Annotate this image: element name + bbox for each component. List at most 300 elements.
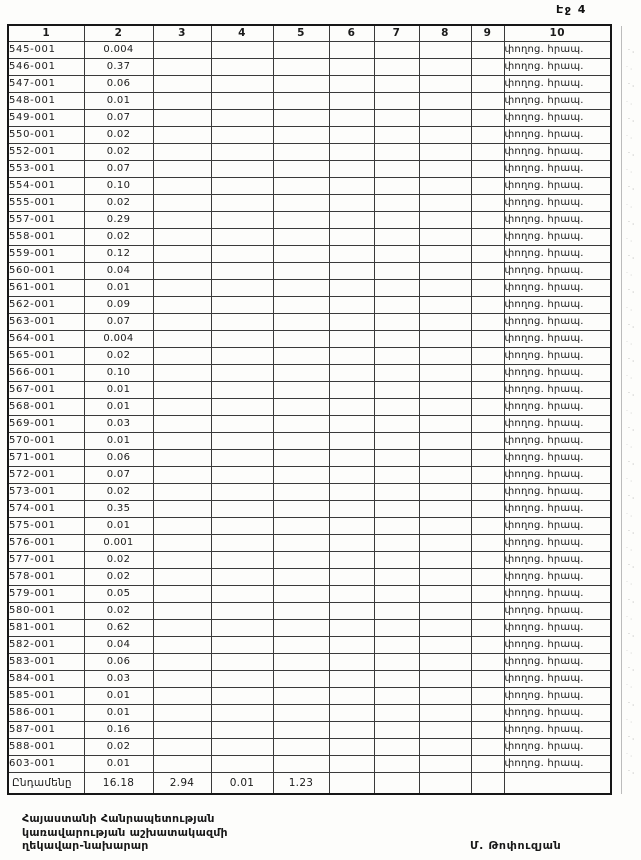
row-value-cell: 0.04 xyxy=(84,637,153,654)
empty-cell xyxy=(273,127,329,144)
margin-mark: ·ˌ xyxy=(625,269,634,278)
table-row xyxy=(8,297,611,314)
summary-label-cell: Ընդամենը xyxy=(8,773,84,795)
margin-mark: ·ˌ xyxy=(627,664,636,673)
empty-cell xyxy=(471,535,504,552)
margin-mark: ·ˌ xyxy=(627,80,636,89)
empty-cell xyxy=(273,603,329,620)
row-note-cell: փողոց. հրապ. xyxy=(504,263,611,280)
row-id-cell: 572-001 xyxy=(8,467,84,484)
empty-cell xyxy=(471,212,504,229)
row-note-cell: փողոց. հրապ. xyxy=(504,76,611,93)
empty-cell xyxy=(273,42,329,59)
empty-cell xyxy=(273,671,329,688)
margin-mark: ·ˌ xyxy=(625,372,634,381)
row-note-cell: փողոց. հրապ. xyxy=(504,586,611,603)
table-row xyxy=(8,535,611,552)
table-row xyxy=(8,331,611,348)
data-table xyxy=(7,24,612,795)
row-value-cell: 0.03 xyxy=(84,671,153,688)
margin-mark: ·ˌ xyxy=(627,629,636,638)
empty-cell xyxy=(471,399,504,416)
row-value-cell: 0.03 xyxy=(84,416,153,433)
empty-cell xyxy=(471,161,504,178)
empty-cell xyxy=(329,722,374,739)
empty-cell xyxy=(374,399,419,416)
empty-cell xyxy=(471,756,504,773)
row-value-cell: 0.02 xyxy=(84,127,153,144)
row-value-cell: 0.01 xyxy=(84,518,153,535)
empty-cell xyxy=(211,110,273,127)
empty-cell xyxy=(211,654,273,671)
empty-cell xyxy=(211,399,273,416)
empty-cell xyxy=(329,76,374,93)
empty-cell xyxy=(211,501,273,518)
empty-cell xyxy=(153,365,211,382)
row-note-cell: փողոց. հրապ. xyxy=(504,569,611,586)
empty-cell xyxy=(419,365,471,382)
row-id-cell: 577-001 xyxy=(8,552,84,569)
empty-cell xyxy=(374,450,419,467)
row-id-cell: 588-001 xyxy=(8,739,84,756)
column-header: 6 xyxy=(329,25,374,42)
empty-cell xyxy=(329,467,374,484)
empty-cell xyxy=(273,76,329,93)
empty-cell xyxy=(211,756,273,773)
row-id-cell: 578-001 xyxy=(8,569,84,586)
row-value-cell: 0.004 xyxy=(84,331,153,348)
row-value-cell: 0.02 xyxy=(84,144,153,161)
row-note-cell: փողոց. հրապ. xyxy=(504,297,611,314)
empty-cell xyxy=(153,212,211,229)
empty-cell xyxy=(273,161,329,178)
row-value-cell: 0.02 xyxy=(84,739,153,756)
empty-cell xyxy=(153,178,211,195)
margin-mark: ·ˌ xyxy=(625,612,634,621)
row-id-cell: 560-001 xyxy=(8,263,84,280)
margin-mark: ·ˌ xyxy=(625,234,634,243)
row-note-cell: փողոց. հրապ. xyxy=(504,212,611,229)
empty-cell xyxy=(273,195,329,212)
empty-cell xyxy=(273,365,329,382)
empty-cell xyxy=(329,161,374,178)
empty-cell xyxy=(211,518,273,535)
empty-cell xyxy=(419,76,471,93)
table-row xyxy=(8,365,611,382)
empty-cell xyxy=(419,467,471,484)
row-id-cell: 586-001 xyxy=(8,705,84,722)
row-id-cell: 558-001 xyxy=(8,229,84,246)
empty-cell xyxy=(419,569,471,586)
empty-cell xyxy=(329,739,374,756)
empty-cell xyxy=(329,518,374,535)
table-row xyxy=(8,416,611,433)
row-note-cell: փողոց. հրապ. xyxy=(504,178,611,195)
row-id-cell: 575-001 xyxy=(8,518,84,535)
margin-mark: ·ˌ xyxy=(625,440,634,449)
empty-cell xyxy=(419,59,471,76)
row-value-cell: 0.37 xyxy=(84,59,153,76)
empty-cell xyxy=(471,433,504,450)
table-row xyxy=(8,518,611,535)
empty-cell xyxy=(471,314,504,331)
empty-cell xyxy=(471,773,504,795)
empty-cell xyxy=(153,76,211,93)
empty-cell xyxy=(471,263,504,280)
empty-cell xyxy=(273,739,329,756)
empty-cell xyxy=(419,688,471,705)
empty-cell xyxy=(374,59,419,76)
row-note-cell: փողոց. հրապ. xyxy=(504,382,611,399)
row-note-cell: փողոց. հրապ. xyxy=(504,144,611,161)
empty-cell xyxy=(153,484,211,501)
row-value-cell: 0.07 xyxy=(84,467,153,484)
empty-cell xyxy=(153,433,211,450)
table-row xyxy=(8,229,611,246)
summary-value-cell: 1.23 xyxy=(273,773,329,795)
empty-cell xyxy=(419,603,471,620)
empty-cell xyxy=(471,552,504,569)
empty-cell xyxy=(374,93,419,110)
empty-cell xyxy=(153,637,211,654)
column-header: 2 xyxy=(84,25,153,42)
empty-cell xyxy=(211,280,273,297)
footer-org-line-1: Հայաստանի Հանրապետության xyxy=(22,812,215,825)
margin-mark: ·ˌ xyxy=(627,458,636,467)
empty-cell xyxy=(273,314,329,331)
row-note-cell: փողոց. հրապ. xyxy=(504,59,611,76)
column-header: 3 xyxy=(153,25,211,42)
empty-cell xyxy=(153,348,211,365)
empty-cell xyxy=(211,161,273,178)
empty-cell xyxy=(419,773,471,795)
empty-cell xyxy=(211,246,273,263)
empty-cell xyxy=(273,705,329,722)
empty-cell xyxy=(374,484,419,501)
empty-cell xyxy=(273,484,329,501)
empty-cell xyxy=(419,144,471,161)
row-note-cell: փողոց. հրապ. xyxy=(504,756,611,773)
empty-cell xyxy=(374,535,419,552)
empty-cell xyxy=(153,654,211,671)
empty-cell xyxy=(153,297,211,314)
row-id-cell: 554-001 xyxy=(8,178,84,195)
empty-cell xyxy=(211,127,273,144)
empty-cell xyxy=(471,569,504,586)
row-id-cell: 571-001 xyxy=(8,450,84,467)
empty-cell xyxy=(374,603,419,620)
empty-cell xyxy=(153,705,211,722)
empty-cell xyxy=(211,348,273,365)
empty-cell xyxy=(211,484,273,501)
margin-mark: ·ˌ xyxy=(625,578,634,587)
row-note-cell: փողոց. հրապ. xyxy=(504,637,611,654)
empty-cell xyxy=(211,688,273,705)
margin-mark: ·ˌ xyxy=(625,475,634,484)
empty-cell xyxy=(329,263,374,280)
empty-cell xyxy=(419,195,471,212)
summary-value-cell: 2.94 xyxy=(153,773,211,795)
row-value-cell: 0.07 xyxy=(84,110,153,127)
row-note-cell: փողոց. հրապ. xyxy=(504,246,611,263)
empty-cell xyxy=(419,705,471,722)
empty-cell xyxy=(329,569,374,586)
table-row xyxy=(8,399,611,416)
empty-cell xyxy=(419,586,471,603)
empty-cell xyxy=(374,161,419,178)
empty-cell xyxy=(374,127,419,144)
margin-mark: ·ˌ xyxy=(627,561,636,570)
empty-cell xyxy=(374,246,419,263)
empty-cell xyxy=(329,399,374,416)
row-note-cell: փողոց. հրապ. xyxy=(504,552,611,569)
row-note-cell: փողոց. հրապ. xyxy=(504,688,611,705)
row-note-cell: փողոց. հրապ. xyxy=(504,331,611,348)
row-note-cell: փողոց. հրապ. xyxy=(504,433,611,450)
empty-cell xyxy=(211,739,273,756)
empty-cell xyxy=(153,569,211,586)
empty-cell xyxy=(153,620,211,637)
row-note-cell: փողոց. հրապ. xyxy=(504,620,611,637)
empty-cell xyxy=(374,178,419,195)
empty-cell xyxy=(471,586,504,603)
empty-cell xyxy=(471,110,504,127)
empty-cell xyxy=(419,110,471,127)
empty-cell xyxy=(211,76,273,93)
empty-cell xyxy=(419,314,471,331)
empty-cell xyxy=(153,535,211,552)
empty-cell xyxy=(329,535,374,552)
row-id-cell: 561-001 xyxy=(8,280,84,297)
row-note-cell: փողոց. հրապ. xyxy=(504,518,611,535)
empty-cell xyxy=(211,705,273,722)
empty-cell xyxy=(153,246,211,263)
empty-cell xyxy=(211,671,273,688)
empty-cell xyxy=(273,535,329,552)
empty-cell xyxy=(419,382,471,399)
row-value-cell: 0.02 xyxy=(84,603,153,620)
empty-cell xyxy=(273,518,329,535)
table-row xyxy=(8,246,611,263)
empty-cell xyxy=(419,161,471,178)
table-row xyxy=(8,59,611,76)
margin-mark: ·ˌ xyxy=(627,423,636,432)
empty-cell xyxy=(419,433,471,450)
row-id-cell: 555-001 xyxy=(8,195,84,212)
empty-cell xyxy=(273,331,329,348)
empty-cell xyxy=(374,654,419,671)
empty-cell xyxy=(419,620,471,637)
empty-cell xyxy=(273,569,329,586)
empty-cell xyxy=(273,59,329,76)
empty-cell xyxy=(153,93,211,110)
row-id-cell: 557-001 xyxy=(8,212,84,229)
row-id-cell: 574-001 xyxy=(8,501,84,518)
margin-mark: ·ˌ xyxy=(625,200,634,209)
table-row xyxy=(8,603,611,620)
empty-cell xyxy=(153,688,211,705)
row-id-cell: 582-001 xyxy=(8,637,84,654)
margin-mark: ·ˌ xyxy=(625,63,634,72)
column-header: 7 xyxy=(374,25,419,42)
row-value-cell: 0.001 xyxy=(84,535,153,552)
table-row xyxy=(8,569,611,586)
empty-cell xyxy=(273,433,329,450)
row-value-cell: 0.06 xyxy=(84,450,153,467)
empty-cell xyxy=(374,501,419,518)
empty-cell xyxy=(153,467,211,484)
row-note-cell: փողոց. հրապ. xyxy=(504,42,611,59)
table-row xyxy=(8,212,611,229)
table-row xyxy=(8,654,611,671)
row-id-cell: 603-001 xyxy=(8,756,84,773)
empty-cell xyxy=(153,42,211,59)
row-value-cell: 0.10 xyxy=(84,178,153,195)
empty-cell xyxy=(211,42,273,59)
row-id-cell: 552-001 xyxy=(8,144,84,161)
empty-cell xyxy=(471,348,504,365)
row-id-cell: 547-001 xyxy=(8,76,84,93)
margin-mark: ·ˌ xyxy=(627,767,636,776)
empty-cell xyxy=(419,535,471,552)
signature-name: Մ. Թոփուզյան xyxy=(470,839,562,852)
empty-cell xyxy=(419,671,471,688)
row-id-cell: 559-001 xyxy=(8,246,84,263)
empty-cell xyxy=(329,314,374,331)
empty-cell xyxy=(374,42,419,59)
table-row xyxy=(8,144,611,161)
empty-cell xyxy=(419,416,471,433)
table-header-row xyxy=(8,25,611,42)
margin-marks xyxy=(612,42,638,780)
row-value-cell: 0.01 xyxy=(84,93,153,110)
table-row xyxy=(8,382,611,399)
empty-cell xyxy=(329,195,374,212)
empty-cell xyxy=(211,450,273,467)
row-value-cell: 0.02 xyxy=(84,348,153,365)
empty-cell xyxy=(153,722,211,739)
empty-cell xyxy=(211,297,273,314)
row-value-cell: 0.10 xyxy=(84,365,153,382)
row-note-cell: փողոց. հրապ. xyxy=(504,280,611,297)
empty-cell xyxy=(419,518,471,535)
empty-cell xyxy=(329,246,374,263)
row-note-cell: փողոց. հրապ. xyxy=(504,110,611,127)
margin-mark: ·ˌ xyxy=(627,114,636,123)
empty-cell xyxy=(374,569,419,586)
empty-cell xyxy=(153,127,211,144)
empty-cell xyxy=(419,280,471,297)
table-row xyxy=(8,756,611,773)
empty-cell xyxy=(419,637,471,654)
empty-cell xyxy=(471,127,504,144)
empty-cell xyxy=(471,671,504,688)
empty-cell xyxy=(419,348,471,365)
empty-cell xyxy=(471,331,504,348)
row-note-cell: փողոց. հրապ. xyxy=(504,93,611,110)
empty-cell xyxy=(211,722,273,739)
row-note-cell: փողոց. հրապ. xyxy=(504,501,611,518)
row-note-cell: փողոց. հրապ. xyxy=(504,722,611,739)
table-row xyxy=(8,671,611,688)
empty-cell xyxy=(273,450,329,467)
empty-cell xyxy=(471,722,504,739)
empty-cell xyxy=(153,195,211,212)
empty-cell xyxy=(273,399,329,416)
margin-mark: ·ˌ xyxy=(625,166,634,175)
empty-cell xyxy=(471,654,504,671)
row-note-cell: փողոց. հրապ. xyxy=(504,416,611,433)
empty-cell xyxy=(273,637,329,654)
row-value-cell: 0.02 xyxy=(84,552,153,569)
row-id-cell: 550-001 xyxy=(8,127,84,144)
empty-cell xyxy=(419,229,471,246)
margin-mark: ·ˌ xyxy=(627,149,636,158)
empty-cell xyxy=(374,212,419,229)
table-row xyxy=(8,450,611,467)
row-value-cell: 0.35 xyxy=(84,501,153,518)
summary-value-cell: 16.18 xyxy=(84,773,153,795)
empty-cell xyxy=(504,773,611,795)
empty-cell xyxy=(419,212,471,229)
empty-cell xyxy=(374,314,419,331)
empty-cell xyxy=(211,365,273,382)
empty-cell xyxy=(374,671,419,688)
table-row xyxy=(8,620,611,637)
table-row xyxy=(8,161,611,178)
row-id-cell: 583-001 xyxy=(8,654,84,671)
empty-cell xyxy=(211,433,273,450)
empty-cell xyxy=(153,739,211,756)
row-id-cell: 545-001 xyxy=(8,42,84,59)
empty-cell xyxy=(153,382,211,399)
row-id-cell: 567-001 xyxy=(8,382,84,399)
empty-cell xyxy=(471,620,504,637)
empty-cell xyxy=(471,195,504,212)
empty-cell xyxy=(273,246,329,263)
row-value-cell: 0.07 xyxy=(84,161,153,178)
empty-cell xyxy=(273,688,329,705)
empty-cell xyxy=(211,314,273,331)
table-row xyxy=(8,484,611,501)
row-note-cell: փողոց. հրապ. xyxy=(504,484,611,501)
row-id-cell: 566-001 xyxy=(8,365,84,382)
empty-cell xyxy=(329,671,374,688)
empty-cell xyxy=(153,280,211,297)
empty-cell xyxy=(153,603,211,620)
row-id-cell: 576-001 xyxy=(8,535,84,552)
empty-cell xyxy=(153,552,211,569)
row-id-cell: 564-001 xyxy=(8,331,84,348)
empty-cell xyxy=(211,59,273,76)
empty-cell xyxy=(273,93,329,110)
empty-cell xyxy=(273,280,329,297)
row-value-cell: 0.62 xyxy=(84,620,153,637)
row-value-cell: 0.16 xyxy=(84,722,153,739)
empty-cell xyxy=(329,127,374,144)
table-row xyxy=(8,42,611,59)
empty-cell xyxy=(419,484,471,501)
empty-cell xyxy=(211,552,273,569)
empty-cell xyxy=(419,756,471,773)
row-id-cell: 549-001 xyxy=(8,110,84,127)
empty-cell xyxy=(471,467,504,484)
empty-cell xyxy=(374,552,419,569)
margin-mark: ·ˌ xyxy=(625,303,634,312)
margin-mark: ·ˌ xyxy=(625,97,634,106)
empty-cell xyxy=(211,144,273,161)
empty-cell xyxy=(471,280,504,297)
